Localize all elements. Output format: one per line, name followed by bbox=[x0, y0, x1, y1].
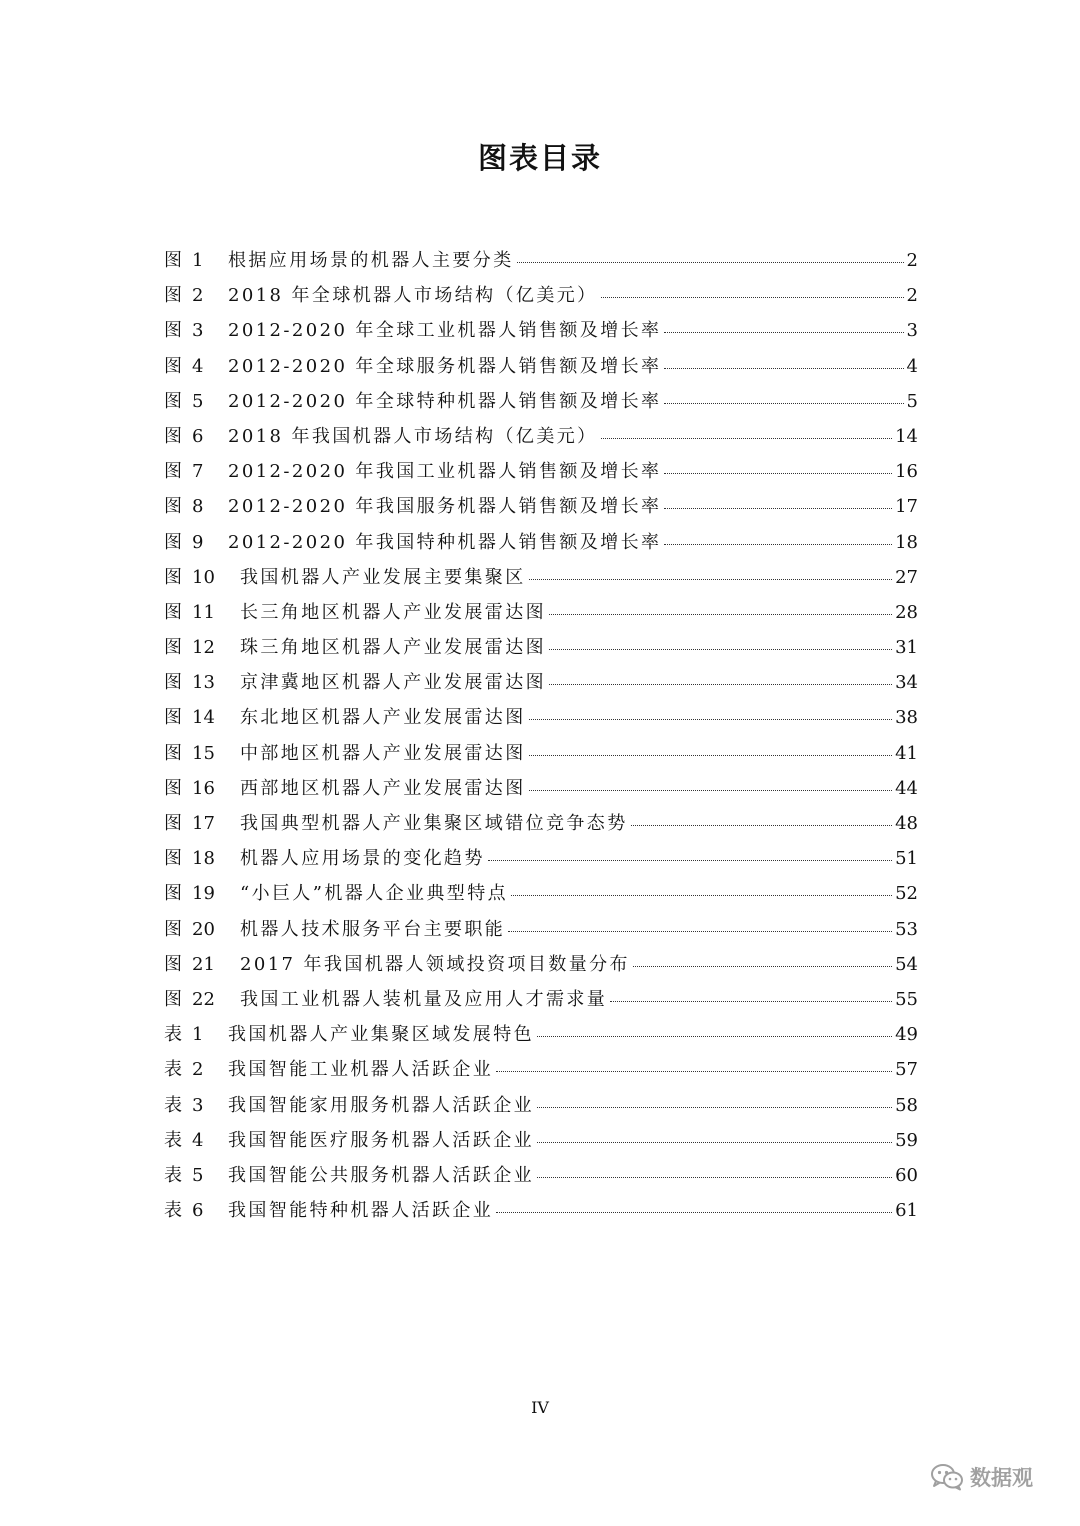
toc-entry-label: 我国智能医疗服务机器人活跃企业 bbox=[228, 1129, 534, 1151]
toc-entry-page: 17 bbox=[895, 496, 918, 518]
toc-entry[interactable] bbox=[164, 1020, 918, 1055]
toc-entry[interactable] bbox=[164, 879, 918, 914]
toc-entry-kind: 图 bbox=[164, 355, 182, 377]
toc-entry-label: 2017 年我国机器人领域投资项目数量分布 bbox=[240, 953, 630, 975]
toc-entry-label: 我国工业机器人装机量及应用人才需求量 bbox=[240, 988, 608, 1010]
toc-entry-page: 53 bbox=[895, 918, 918, 940]
toc-entry-page: 27 bbox=[895, 566, 918, 588]
toc-entry-number: 14 bbox=[192, 707, 215, 729]
toc-entry-label: 京津冀地区机器人产业发展雷达图 bbox=[240, 672, 546, 694]
toc-entry-page: 52 bbox=[895, 883, 918, 905]
toc-entry-page: 48 bbox=[895, 813, 918, 834]
toc-entry-page: 16 bbox=[895, 461, 918, 483]
toc-entry-number: 5 bbox=[192, 1164, 204, 1186]
toc-entry-kind: 表 bbox=[164, 1024, 182, 1046]
toc-dot-leader bbox=[664, 368, 903, 369]
toc-entry-kind: 图 bbox=[164, 813, 182, 834]
toc-dot-leader bbox=[529, 755, 892, 756]
toc-dot-leader bbox=[633, 966, 892, 967]
toc-entry[interactable] bbox=[164, 1161, 918, 1196]
toc-entry[interactable] bbox=[164, 1055, 918, 1090]
toc-entry-kind: 图 bbox=[164, 848, 182, 870]
toc-entry-number: 3 bbox=[192, 1094, 204, 1116]
toc-entry[interactable] bbox=[164, 985, 918, 1020]
toc-entry-label: 根据应用场景的机器人主要分类 bbox=[228, 250, 514, 271]
toc-entry-label: 机器人应用场景的变化趋势 bbox=[240, 848, 485, 870]
toc-dot-leader bbox=[549, 614, 892, 615]
toc-entry[interactable] bbox=[164, 598, 918, 633]
watermark bbox=[930, 1462, 1033, 1492]
toc-dot-leader bbox=[529, 719, 892, 720]
toc-dot-leader bbox=[496, 1071, 892, 1072]
toc-entry-number: 7 bbox=[192, 461, 204, 483]
toc-entry-number: 2 bbox=[192, 285, 204, 307]
toc-entry-label: 我国机器人产业发展主要集聚区 bbox=[240, 566, 526, 588]
toc-entry[interactable] bbox=[164, 809, 918, 844]
toc-entry[interactable] bbox=[164, 915, 918, 950]
toc-entry-page: 60 bbox=[895, 1164, 918, 1186]
toc-entry-number: 11 bbox=[192, 601, 215, 623]
toc-entry-kind: 表 bbox=[164, 1129, 182, 1151]
toc-entry[interactable] bbox=[164, 703, 918, 738]
toc-entry-page: 2 bbox=[906, 250, 918, 271]
toc-entry-page: 54 bbox=[895, 953, 918, 975]
toc-entry-number: 4 bbox=[192, 355, 204, 377]
toc-entry-number: 10 bbox=[192, 566, 215, 588]
toc-entry-number: 6 bbox=[192, 1200, 204, 1222]
toc-entry-kind: 图 bbox=[164, 425, 182, 447]
toc-entry-label: 2012-2020 年全球特种机器人销售额及增长率 bbox=[228, 390, 662, 412]
toc-entry-number: 3 bbox=[192, 320, 204, 342]
toc-entry-page: 31 bbox=[895, 637, 918, 659]
toc-entry[interactable] bbox=[164, 774, 918, 809]
toc-entry-kind: 图 bbox=[164, 672, 182, 694]
toc-dot-leader bbox=[549, 649, 892, 650]
toc-entry-number: 2 bbox=[192, 1059, 204, 1081]
toc-entry-number: 1 bbox=[192, 1024, 204, 1046]
toc-entry-label: 我国智能特种机器人活跃企业 bbox=[228, 1200, 494, 1222]
toc-entry-page: 51 bbox=[895, 848, 918, 870]
toc-entry[interactable] bbox=[164, 1126, 918, 1161]
toc-entry[interactable] bbox=[164, 739, 918, 774]
toc-dot-leader bbox=[537, 1177, 892, 1178]
toc-entry-label: 珠三角地区机器人产业发展雷达图 bbox=[240, 637, 546, 659]
toc-entry-label: 2018 年我国机器人市场结构（亿美元） bbox=[228, 425, 598, 447]
toc-dot-leader bbox=[610, 1001, 892, 1002]
toc-entry-page: 18 bbox=[895, 531, 918, 553]
toc-entry-page: 44 bbox=[895, 777, 918, 799]
toc-entry-label: 2012-2020 年全球工业机器人销售额及增长率 bbox=[228, 320, 662, 342]
toc-entry[interactable] bbox=[164, 844, 918, 879]
toc-entry-number: 8 bbox=[192, 496, 204, 518]
toc-entry-kind: 表 bbox=[164, 1164, 182, 1186]
toc-dot-leader bbox=[511, 895, 892, 896]
toc-entry-kind: 表 bbox=[164, 1200, 182, 1222]
toc-entry[interactable] bbox=[164, 950, 918, 985]
toc-entry[interactable] bbox=[164, 563, 918, 598]
toc-entry[interactable] bbox=[164, 528, 918, 563]
toc-entry-page: 28 bbox=[895, 601, 918, 623]
toc-entry-kind: 图 bbox=[164, 777, 182, 799]
toc-dot-leader bbox=[601, 438, 893, 439]
toc-entry[interactable] bbox=[164, 668, 918, 703]
toc-entry-kind: 图 bbox=[164, 390, 182, 412]
toc-dot-leader bbox=[488, 860, 892, 861]
toc-entry[interactable] bbox=[164, 281, 918, 316]
toc-entry[interactable] bbox=[164, 387, 918, 422]
page-number: IV bbox=[531, 1398, 549, 1417]
toc-entry-kind: 图 bbox=[164, 250, 182, 271]
watermark-text: 数据观 bbox=[970, 1466, 1033, 1490]
toc-entry-label: 我国智能公共服务机器人活跃企业 bbox=[228, 1164, 534, 1186]
toc-entry-page: 2 bbox=[906, 285, 918, 307]
toc-entry-label: 长三角地区机器人产业发展雷达图 bbox=[240, 601, 546, 623]
toc-dot-leader bbox=[664, 508, 892, 509]
toc-entry-number: 12 bbox=[192, 637, 215, 659]
wechat-icon bbox=[930, 1463, 964, 1491]
toc-entry-number: 4 bbox=[192, 1129, 204, 1151]
toc-entry-kind: 图 bbox=[164, 637, 182, 659]
toc-entry-kind: 表 bbox=[164, 1094, 182, 1116]
toc-entry-label: 机器人技术服务平台主要职能 bbox=[240, 918, 506, 940]
toc-entry-kind: 图 bbox=[164, 707, 182, 729]
toc-entry-number: 5 bbox=[192, 390, 204, 412]
toc-entry-number: 16 bbox=[192, 777, 215, 799]
toc-entry-kind: 图 bbox=[164, 496, 182, 518]
toc-entry-kind: 图 bbox=[164, 988, 182, 1010]
toc-entry-number: 22 bbox=[192, 988, 215, 1010]
toc-dot-leader bbox=[537, 1036, 892, 1037]
toc-dot-leader bbox=[664, 544, 892, 545]
toc-entry-label: 2012-2020 年我国特种机器人销售额及增长率 bbox=[228, 531, 662, 553]
toc-entry-kind: 图 bbox=[164, 883, 182, 905]
toc-entry-kind: 图 bbox=[164, 953, 182, 975]
toc-entry-kind: 图 bbox=[164, 285, 182, 307]
toc-entry-page: 57 bbox=[895, 1059, 918, 1081]
toc-entry[interactable] bbox=[164, 422, 918, 457]
toc-entry-page: 49 bbox=[895, 1024, 918, 1046]
toc-entry-kind: 图 bbox=[164, 531, 182, 553]
toc-entry-page: 14 bbox=[895, 425, 918, 447]
toc-entry-label: 2012-2020 年全球服务机器人销售额及增长率 bbox=[228, 355, 662, 377]
toc-entry-page: 55 bbox=[895, 988, 918, 1010]
toc-entry-page: 34 bbox=[895, 672, 918, 694]
toc-entry-number: 17 bbox=[192, 813, 215, 834]
toc-entry-label: 2012-2020 年我国服务机器人销售额及增长率 bbox=[228, 496, 662, 518]
toc-entry-kind: 图 bbox=[164, 601, 182, 623]
toc-entry-page: 41 bbox=[895, 742, 918, 764]
toc-entry-kind: 图 bbox=[164, 461, 182, 483]
toc-entry-number: 6 bbox=[192, 425, 204, 447]
toc-entry[interactable] bbox=[164, 246, 918, 281]
toc-entry-label: “小巨人”机器人企业典型特点 bbox=[240, 883, 509, 905]
toc-entry-label: 我国智能工业机器人活跃企业 bbox=[228, 1059, 494, 1081]
toc-dot-leader bbox=[537, 1142, 892, 1143]
toc-entry-label: 东北地区机器人产业发展雷达图 bbox=[240, 707, 526, 729]
toc-entry-page: 61 bbox=[895, 1200, 918, 1222]
toc-entry-kind: 图 bbox=[164, 742, 182, 764]
toc-entry-number: 9 bbox=[192, 531, 204, 553]
toc-entry-page: 38 bbox=[895, 707, 918, 729]
toc-entry[interactable] bbox=[164, 1091, 918, 1126]
toc-entry-number: 21 bbox=[192, 953, 215, 975]
toc-entry-number: 15 bbox=[192, 742, 215, 764]
toc-entry-number: 1 bbox=[192, 250, 204, 271]
toc-entry-kind: 图 bbox=[164, 918, 182, 940]
toc-entry-number: 19 bbox=[192, 883, 215, 905]
toc-entry[interactable] bbox=[164, 352, 918, 387]
toc-entry-page: 5 bbox=[906, 390, 918, 412]
page-title: 图表目录 bbox=[477, 141, 602, 175]
toc-entry[interactable] bbox=[164, 633, 918, 668]
toc-entry-label: 2012-2020 年我国工业机器人销售额及增长率 bbox=[228, 461, 662, 483]
toc-entry[interactable] bbox=[164, 457, 918, 492]
toc-entry-label: 西部地区机器人产业发展雷达图 bbox=[240, 777, 526, 799]
toc-dot-leader bbox=[496, 1212, 892, 1213]
toc-entry-number: 18 bbox=[192, 848, 215, 870]
toc-dot-leader bbox=[537, 1107, 892, 1108]
toc-dot-leader bbox=[529, 579, 892, 580]
toc-entry-number: 13 bbox=[192, 672, 215, 694]
toc-dot-leader bbox=[631, 825, 892, 826]
toc-entry[interactable] bbox=[164, 492, 918, 527]
toc-dot-leader bbox=[529, 790, 892, 791]
toc-dot-leader bbox=[664, 332, 903, 333]
toc-entry-label: 2018 年全球机器人市场结构（亿美元） bbox=[228, 285, 598, 307]
toc-dot-leader bbox=[664, 473, 892, 474]
toc-dot-leader bbox=[601, 297, 904, 298]
toc-entry[interactable] bbox=[164, 316, 918, 351]
toc-entry-number: 20 bbox=[192, 918, 215, 940]
toc-entry-label: 我国典型机器人产业集聚区域错位竞争态势 bbox=[240, 813, 628, 834]
toc-dot-leader bbox=[517, 262, 904, 263]
toc-entry-kind: 图 bbox=[164, 566, 182, 588]
toc-entry[interactable] bbox=[164, 1196, 918, 1231]
toc-entry-page: 58 bbox=[895, 1094, 918, 1116]
toc-entry-page: 3 bbox=[906, 320, 918, 342]
toc-list bbox=[164, 246, 918, 1231]
toc-entry-label: 我国机器人产业集聚区域发展特色 bbox=[228, 1024, 534, 1046]
toc-entry-page: 59 bbox=[895, 1129, 918, 1151]
toc-entry-page: 4 bbox=[906, 355, 918, 377]
toc-entry-label: 中部地区机器人产业发展雷达图 bbox=[240, 742, 526, 764]
toc-dot-leader bbox=[664, 403, 903, 404]
toc-entry-kind: 图 bbox=[164, 320, 182, 342]
toc-dot-leader bbox=[508, 931, 892, 932]
toc-dot-leader bbox=[549, 684, 892, 685]
toc-entry-kind: 表 bbox=[164, 1059, 182, 1081]
toc-entry-label: 我国智能家用服务机器人活跃企业 bbox=[228, 1094, 534, 1116]
